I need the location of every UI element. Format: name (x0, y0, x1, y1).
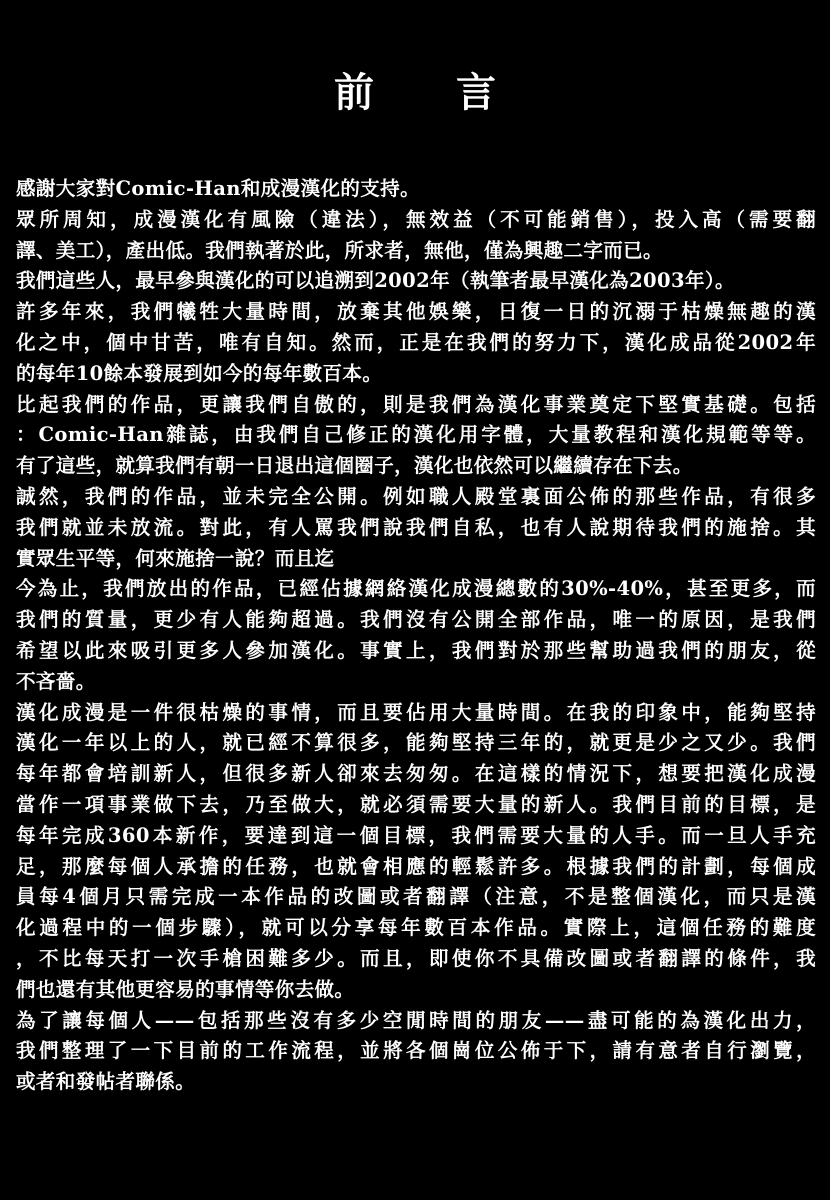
page-title (0, 68, 830, 118)
text-line: 每年都會培訓新人，但很多新人卻來去匆匆。在這樣的情況下，想要把漢化成漫 (16, 762, 816, 786)
text-line: 今為止，我們放出的作品，已經佔據網絡漢化成漫總數的30%-40%，甚至更多，而 (16, 577, 816, 601)
text-line: 每年完成360本新作，要達到這一個目標，我們需要大量的人手。而一旦人手充 (16, 823, 816, 847)
text-line: 的每年10餘本發展到如今的每年數百本。 (16, 361, 383, 385)
text-line: 我們整理了一下目前的工作流程，並將各個崗位公佈于下，請有意者自行瀏覽， (16, 1039, 816, 1063)
text-line: ：Comic-Han雜誌，由我們自己修正的漢化用字體，大量教程和漢化規範等等。 (16, 423, 816, 447)
text-line: 漢化一年以上的人，就已經不算很多，能夠堅持三年的，就更是少之又少。我們 (16, 731, 816, 755)
text-line: 我們的質量，更少有人能夠超過。我們沒有公開全部作品，唯一的原因，是我們 (16, 608, 816, 632)
text-line: 不吝嗇。 (16, 669, 96, 693)
text-line: 化過程中的一個步驟），就可以分享每年數百本作品。實際上，這個任務的難度 (16, 916, 816, 940)
preface-body (16, 174, 816, 1098)
text-line: 當作一項事業做下去，乃至做大，就必須需要大量的新人。我們目前的目標，是 (16, 792, 816, 816)
text-line: 眾所周知，成漫漢化有風險（違法），無效益（不可能銷售），投入高（需要翻 (16, 207, 816, 231)
text-line: 感謝大家對Comic-Han和成漫漢化的支持。 (16, 177, 420, 200)
text-line: 比起我們的作品，更讓我們自傲的，則是我們為漢化事業奠定下堅實基礎。包括 (16, 392, 816, 416)
text-line: 或者和發帖者聯係。 (16, 1070, 196, 1094)
text-line: 譯、美工），產出低。我們執著於此，所求者，無他，僅為興趣二字而已。 (16, 238, 663, 262)
text-line: 希望以此來吸引更多人參加漢化。事實上，我們對於那些幫助過我們的朋友，從 (16, 638, 816, 662)
title-char-1: 前 (334, 69, 374, 116)
text-line: 漢化成漫是一件很枯燥的事情，而且要佔用大量時間。在我的印象中，能夠堅持 (16, 700, 816, 724)
text-line: 誠然，我們的作品，並未完全公開。例如職人殿堂裏面公佈的那些作品，有很多 (16, 484, 816, 508)
text-line: 有了這些，就算我們有朝一日退出這個圈子，漢化也依然可以繼續存在下去。 (16, 454, 693, 478)
text-line: 員每4個月只需完成一本作品的改圖或者翻譯（注意，不是整個漢化，而只是漢 (16, 885, 816, 909)
text-line: 化之中，個中甘苦，唯有自知。然而，正是在我們的努力下，漢化成品從2002年 (16, 330, 816, 354)
text-line: 足，那麼每個人承擔的任務，也就會相應的輕鬆許多。根據我們的計劃，每個成 (16, 854, 816, 878)
text-line: 我們就並未放流。對此，有人罵我們說我們自私，也有人說期待我們的施捨。其 (16, 515, 816, 539)
text-line: 許多年來，我們犧牲大量時間，放棄其他娛樂，日復一日的沉溺于枯燥無趣的漢 (16, 300, 816, 324)
text-line: 實眾生平等，何來施捨一說？而且迄 (16, 546, 335, 570)
text-line: ，不比每天打一次手槍困難多少。而且，即使你不具備改圖或者翻譯的條件，我 (16, 946, 816, 970)
text-line: 我們這些人，最早參與漢化的可以追溯到2002年（執筆者最早漢化為2003年）。 (16, 269, 735, 293)
title-char-2: 言 (456, 69, 496, 116)
text-line: 為了讓每個人——包括那些沒有多少空閒時間的朋友——盡可能的為漢化出力， (16, 1008, 816, 1032)
text-line: 們也還有其他更容易的事情等你去做。 (16, 977, 355, 1001)
